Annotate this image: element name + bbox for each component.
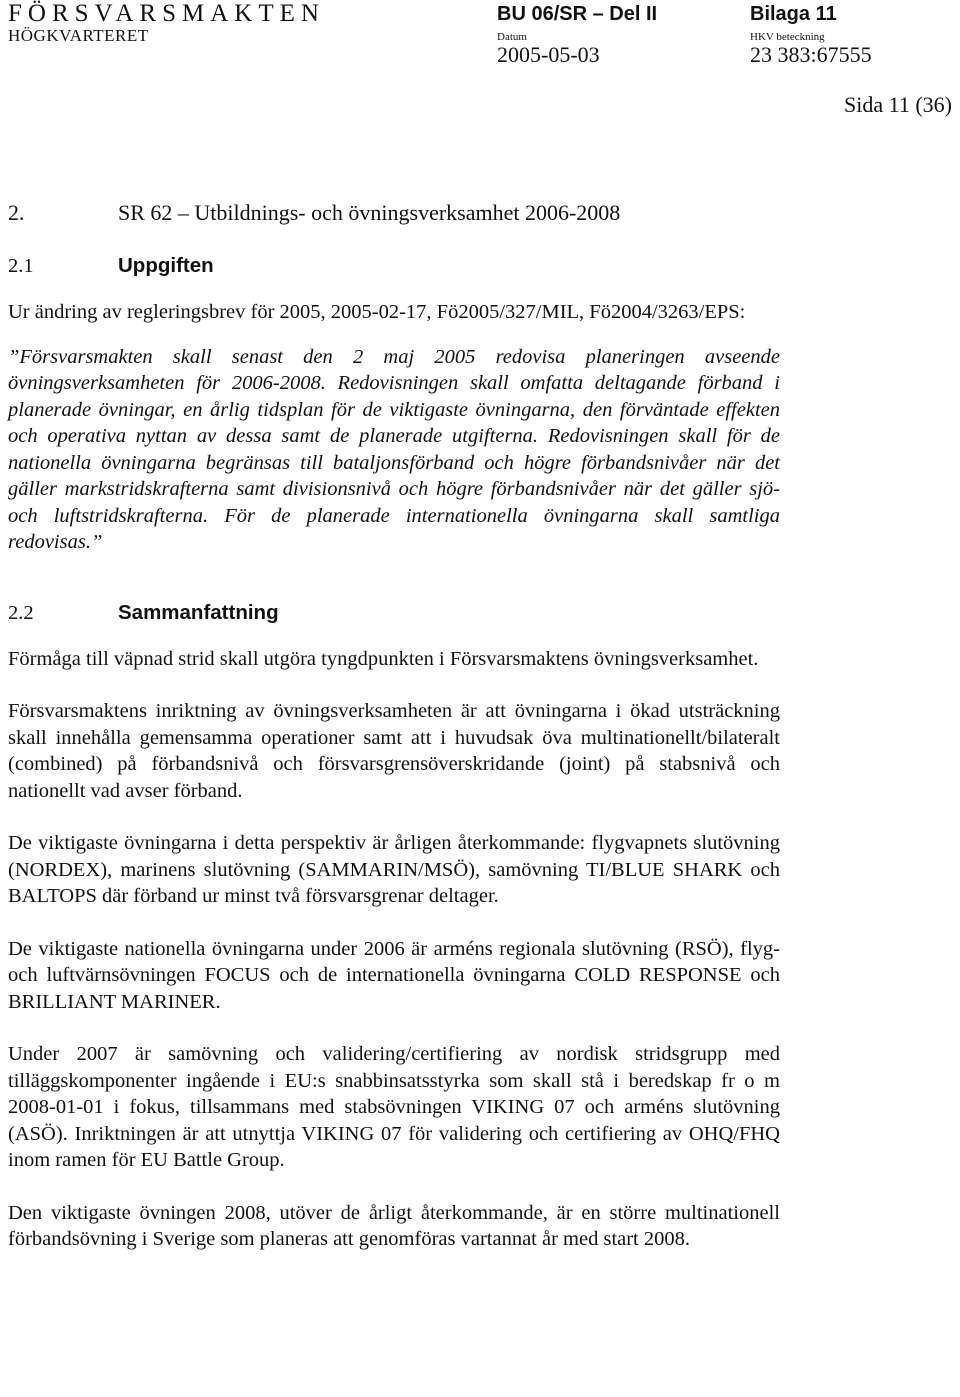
section-heading [8, 198, 780, 228]
document-body [8, 198, 780, 1253]
paragraph: Under 2007 är samövning och validering/certifiering av nordisk stridsgrupp med tilläggskomponenter ingående i EU:s snabbinsatsstyrka som skall stå i beredskap fr o m 2008-01-01 i fokus, tillsammans med stabsövningen VIKING 07 och arméns slutövning (ASÖ). Inriktningen är att utnyttja VIKING 07 för validering och certifiering av OHQ/FHQ inom ramen för EU Battle Group. [8, 1043, 780, 1171]
appendix-label: Bilaga 11 [750, 3, 837, 25]
page-number: Sida 11 (36) [844, 92, 952, 117]
hkv-label: HKV beteckning [750, 31, 825, 43]
paragraph: Förmåga till väpnad strid skall utgöra tyngdpunkten i Försvarsmaktens övningsverksamhet. [8, 647, 759, 670]
paragraph: Den viktigaste övningen 2008, utöver de årligt återkommande, är en större multinationell förbandsövning i Sverige som planeras att genomföras vartannat år med start 2008. [8, 1201, 780, 1250]
subsection-number: 2.2 [8, 601, 34, 624]
subsection-number: 2.1 [8, 255, 34, 277]
paragraph: De viktigaste nationella övningarna under 2006 är arméns regionala slutövning (RSÖ), flyg- och luftvärnsövningen FOCUS och de internationella övningarna COLD RESPONSE och BRILLIANT MARINER. [8, 937, 780, 1013]
section-title: SR 62 – Utbildnings- och övningsverksamhet 2006-2008 [118, 200, 621, 225]
subsection-heading-2 [8, 598, 780, 628]
subsection-title: Sammanfattning [118, 600, 279, 624]
subsection-heading-1 [8, 251, 780, 281]
document-reference: BU 06/SR – Del II [497, 3, 658, 25]
date-label: Datum [497, 31, 527, 43]
date-value: 2005-05-03 [497, 42, 600, 67]
org-name: FÖRSVARSMAKTEN [8, 0, 325, 27]
subsection-title: Uppgiften [118, 254, 214, 277]
paragraph: De viktigaste övningarna i detta perspektiv är årligen återkommande: flygvapnets slutövning (NORDEX), marinens slutövning (SAMMARIN/MSÖ), samövning TI/BLUE SHARK och BALTOPS där förband ur minst två försvarsgrenar deltager. [8, 832, 780, 907]
hkv-value: 23 383:67555 [750, 42, 872, 67]
paragraph: Försvarsmaktens inriktning av övningsverksamheten är att övningarna i ökad utsträckning skall innehålla gemensamma operationer samt att i huvudsak öva multinationellt/bilateralt (combined) på förbandsnivå och försvarsgrensöverskridande (joint) på stabsnivå och nationellt vad avser förband. [8, 700, 780, 802]
section-number: 2. [8, 200, 25, 225]
intro-paragraph: Ur ändring av regleringsbrev för 2005, 2005-02-17, Fö2005/327/MIL, Fö2004/3263/EPS: [8, 301, 746, 323]
org-unit: HÖGKVARTERET [8, 26, 149, 45]
quoted-paragraph: ”Försvarsmakten skall senast den 2 maj 2005 redovisa planeringen avseende övningsverksamheten för 2006-2008. Redovisningen skall omfatta deltagande förband i planerade övningar, en årlig tidsplan för de viktigaste övningarna, den förväntade effekten och operativa nyttan av dessa samt de planerade utgifterna. Redovisningen skall för de nationella övningarna begränsas till bataljonsförband och högre förbandsnivåer när det gäller markstridskrafterna samt divisionsnivå och högre förbandsnivåer när det gäller sjö- och luftstridskrafterna. För de planerade internationella övningarna skall samtliga redovisas.” [8, 345, 780, 553]
